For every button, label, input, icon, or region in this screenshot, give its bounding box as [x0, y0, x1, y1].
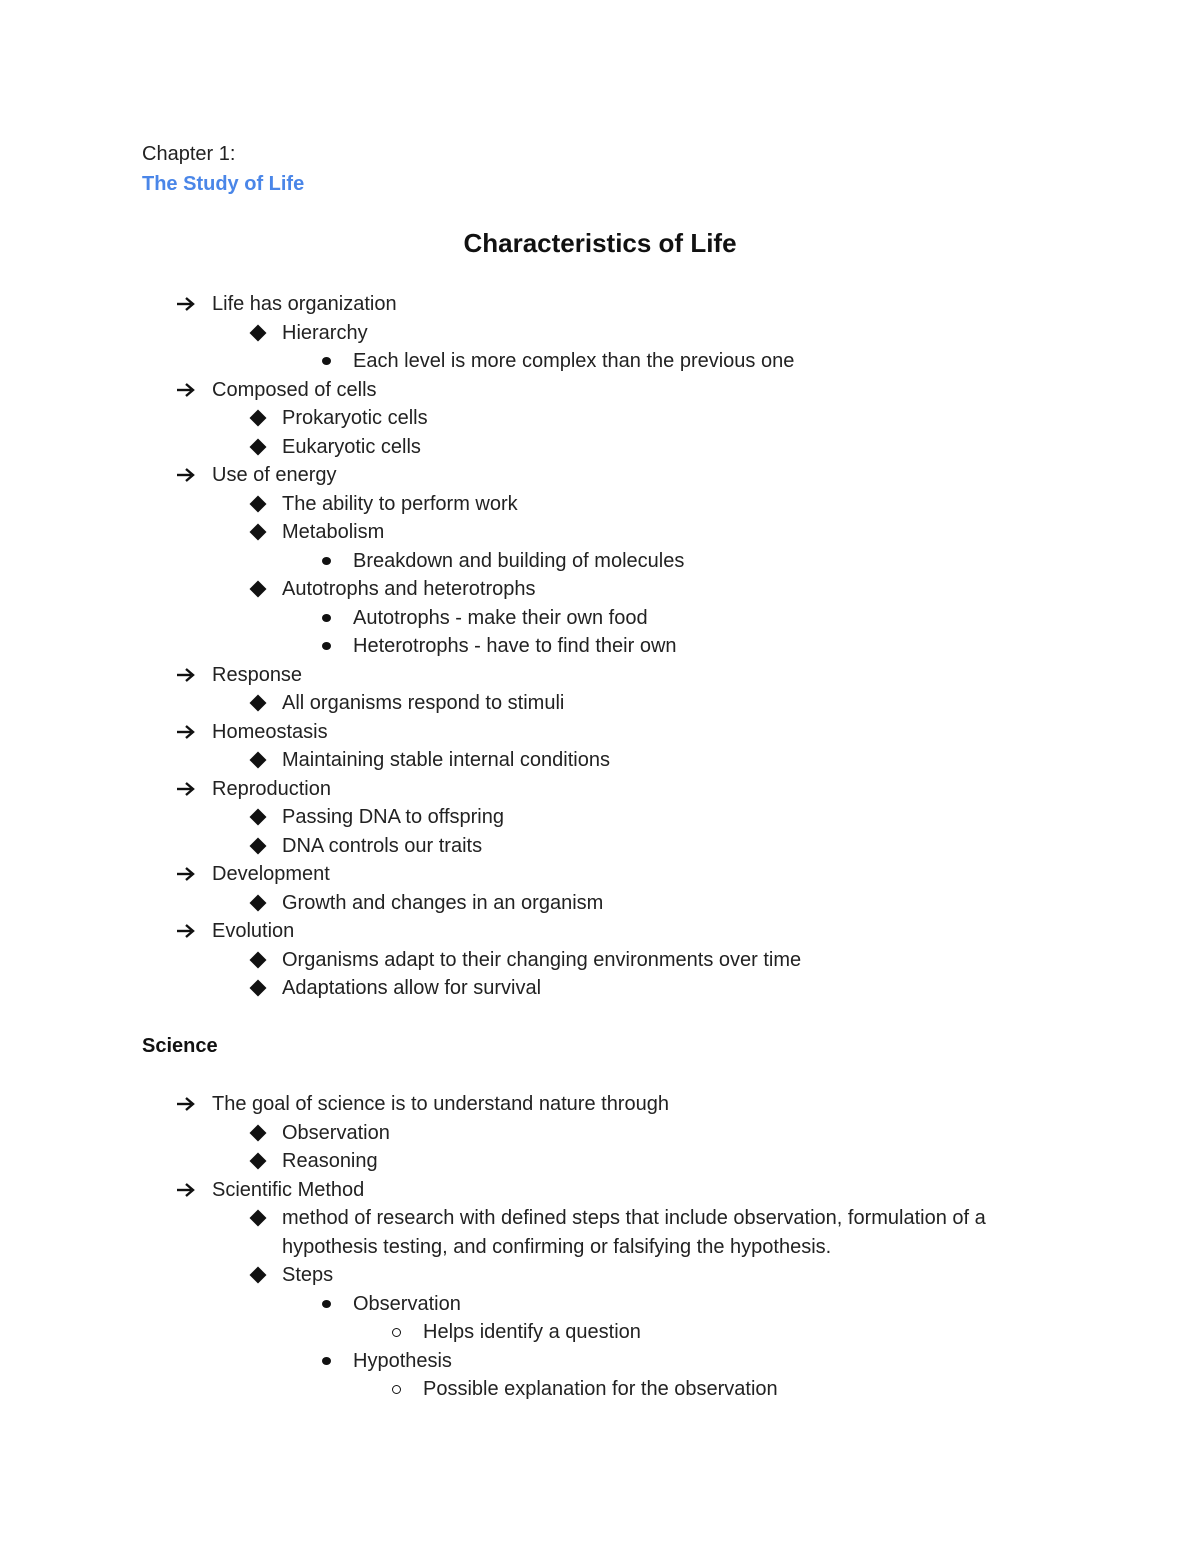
hollow-circle-icon: [386, 1318, 406, 1347]
outline-item-text: Homeostasis: [212, 720, 328, 743]
outline-item-text: Autotrophs - make their own food: [353, 606, 648, 629]
outline-item-text: The ability to perform work: [282, 492, 518, 515]
outline-item: [0, 490, 1200, 519]
arrow-icon: [174, 1090, 198, 1119]
arrow-icon: [174, 917, 198, 946]
outline-item: [0, 1090, 1200, 1119]
outline-item: [0, 433, 1200, 462]
outline-item-text: Prokaryotic cells: [282, 407, 428, 429]
outline-item-text: Reasoning: [282, 1150, 378, 1172]
arrow-icon: [174, 718, 198, 747]
arrow-icon: [174, 376, 198, 405]
outline-item: [0, 1318, 1200, 1347]
diamond-icon: [246, 319, 270, 348]
diamond-icon: [246, 889, 270, 918]
outline-item: [0, 575, 1200, 604]
outline-item: [0, 803, 1200, 832]
diamond-icon: [246, 490, 270, 519]
outline-item: [0, 661, 1200, 690]
outline-item-text: Life has organization: [212, 293, 397, 315]
outline-item-text: Evolution: [212, 920, 295, 942]
dot-icon: [316, 547, 336, 576]
outline-item-text: Maintaining stable internal conditions: [282, 749, 610, 771]
outline-item: [0, 946, 1200, 975]
outline-item-text: Possible explanation for the observation: [423, 1378, 778, 1400]
outline-item-text: Metabolism: [282, 521, 385, 543]
outline-item: [0, 290, 1200, 319]
outline-item: [0, 1290, 1200, 1319]
diamond-icon: [246, 404, 270, 433]
diamond-icon: [246, 803, 270, 832]
diamond-icon: [246, 1204, 270, 1233]
outline-item: [0, 689, 1200, 718]
outline-item: [0, 604, 1200, 633]
diamond-icon: [246, 1261, 270, 1290]
dot-icon: [316, 347, 336, 376]
diamond-icon: [246, 1119, 270, 1148]
outline-item: [0, 718, 1200, 747]
outline-item: [0, 632, 1200, 661]
hollow-circle-icon: [386, 1375, 406, 1404]
diamond-icon: [246, 832, 270, 861]
science-heading: Science: [142, 1035, 218, 1057]
dot-icon: [316, 1347, 336, 1376]
outline-item-text: Helps identify a question: [423, 1321, 641, 1343]
outline-item-text: Growth and changes in an organism: [282, 891, 604, 914]
outline-item-text: Observation: [353, 1292, 461, 1315]
diamond-icon: [246, 575, 270, 604]
arrow-icon: [174, 860, 198, 889]
outline-item-text: Organisms adapt to their changing environments over time: [282, 948, 802, 971]
diamond-icon: [246, 974, 270, 1003]
outline-item: [0, 1375, 1200, 1404]
outline-item: [0, 917, 1200, 946]
dot-icon: [316, 1290, 336, 1319]
outline-item-text: Reproduction: [212, 777, 331, 800]
outline-item: [0, 746, 1200, 775]
arrow-icon: [174, 661, 198, 690]
outline-item: [0, 347, 1200, 376]
outline-item: [0, 974, 1200, 1003]
outline-item-text: method of research with defined steps that include observation, formulation of a hypothesis testing, and confirming or falsifying the hypothesis.: [282, 1207, 986, 1258]
outline-item-text: All organisms respond to stimuli: [282, 692, 565, 714]
outline-item-text: Composed of cells: [212, 378, 377, 401]
outline-item: [0, 461, 1200, 490]
outline-item-text: Observation: [282, 1121, 390, 1144]
diamond-icon: [246, 946, 270, 975]
outline-item: [0, 1119, 1200, 1148]
chapter-label: Chapter 1:: [142, 143, 236, 165]
outline-item: [0, 775, 1200, 804]
science-outline: [0, 1090, 1200, 1404]
arrow-icon: [174, 290, 198, 319]
outline-item: [0, 860, 1200, 889]
outline-item: [0, 889, 1200, 918]
outline-item-text: Development: [212, 863, 330, 885]
outline-item-text: Use of energy: [212, 464, 337, 486]
outline-item: [0, 1347, 1200, 1376]
diamond-icon: [246, 1147, 270, 1176]
outline-item-text: Response: [212, 663, 303, 686]
diamond-icon: [246, 746, 270, 775]
arrow-icon: [174, 1176, 198, 1205]
outline-item-text: Steps: [282, 1264, 334, 1286]
outline-item-text: Breakdown and building of molecules: [353, 549, 685, 572]
characteristics-outline: [0, 290, 1200, 1003]
outline-item-text: Adaptations allow for survival: [282, 977, 542, 999]
outline-item-text: Hypothesis: [353, 1349, 452, 1372]
chapter-title: The Study of Life: [142, 173, 305, 195]
outline-item-text: Heterotrophs - have to find their own: [353, 635, 677, 657]
outline-item: [0, 1261, 1200, 1290]
outline-item: [0, 547, 1200, 576]
outline-item-text: Each level is more complex than the previous one: [353, 350, 795, 372]
outline-item: [0, 1176, 1200, 1205]
outline-item: [0, 1147, 1200, 1176]
outline-item-text: Scientific Method: [212, 1178, 365, 1201]
arrow-icon: [174, 775, 198, 804]
dot-icon: [316, 604, 336, 633]
outline-item-text: Eukaryotic cells: [282, 435, 421, 458]
outline-item: [0, 376, 1200, 405]
outline-item-text: Hierarchy: [282, 321, 368, 344]
outline-item: [0, 518, 1200, 547]
outline-item: [0, 319, 1200, 348]
outline-item-text: Autotrophs and heterotrophs: [282, 578, 536, 600]
outline-item: [0, 832, 1200, 861]
outline-item-text: DNA controls our traits: [282, 834, 483, 857]
diamond-icon: [246, 518, 270, 547]
outline-item: [0, 1204, 1200, 1261]
arrow-icon: [174, 461, 198, 490]
diamond-icon: [246, 689, 270, 718]
characteristics-heading: Characteristics of Life: [463, 228, 737, 258]
outline-item: [0, 404, 1200, 433]
diamond-icon: [246, 433, 270, 462]
outline-item-text: Passing DNA to offspring: [282, 806, 504, 828]
outline-item-text: The goal of science is to understand nature through: [212, 1093, 669, 1115]
dot-icon: [316, 632, 336, 661]
